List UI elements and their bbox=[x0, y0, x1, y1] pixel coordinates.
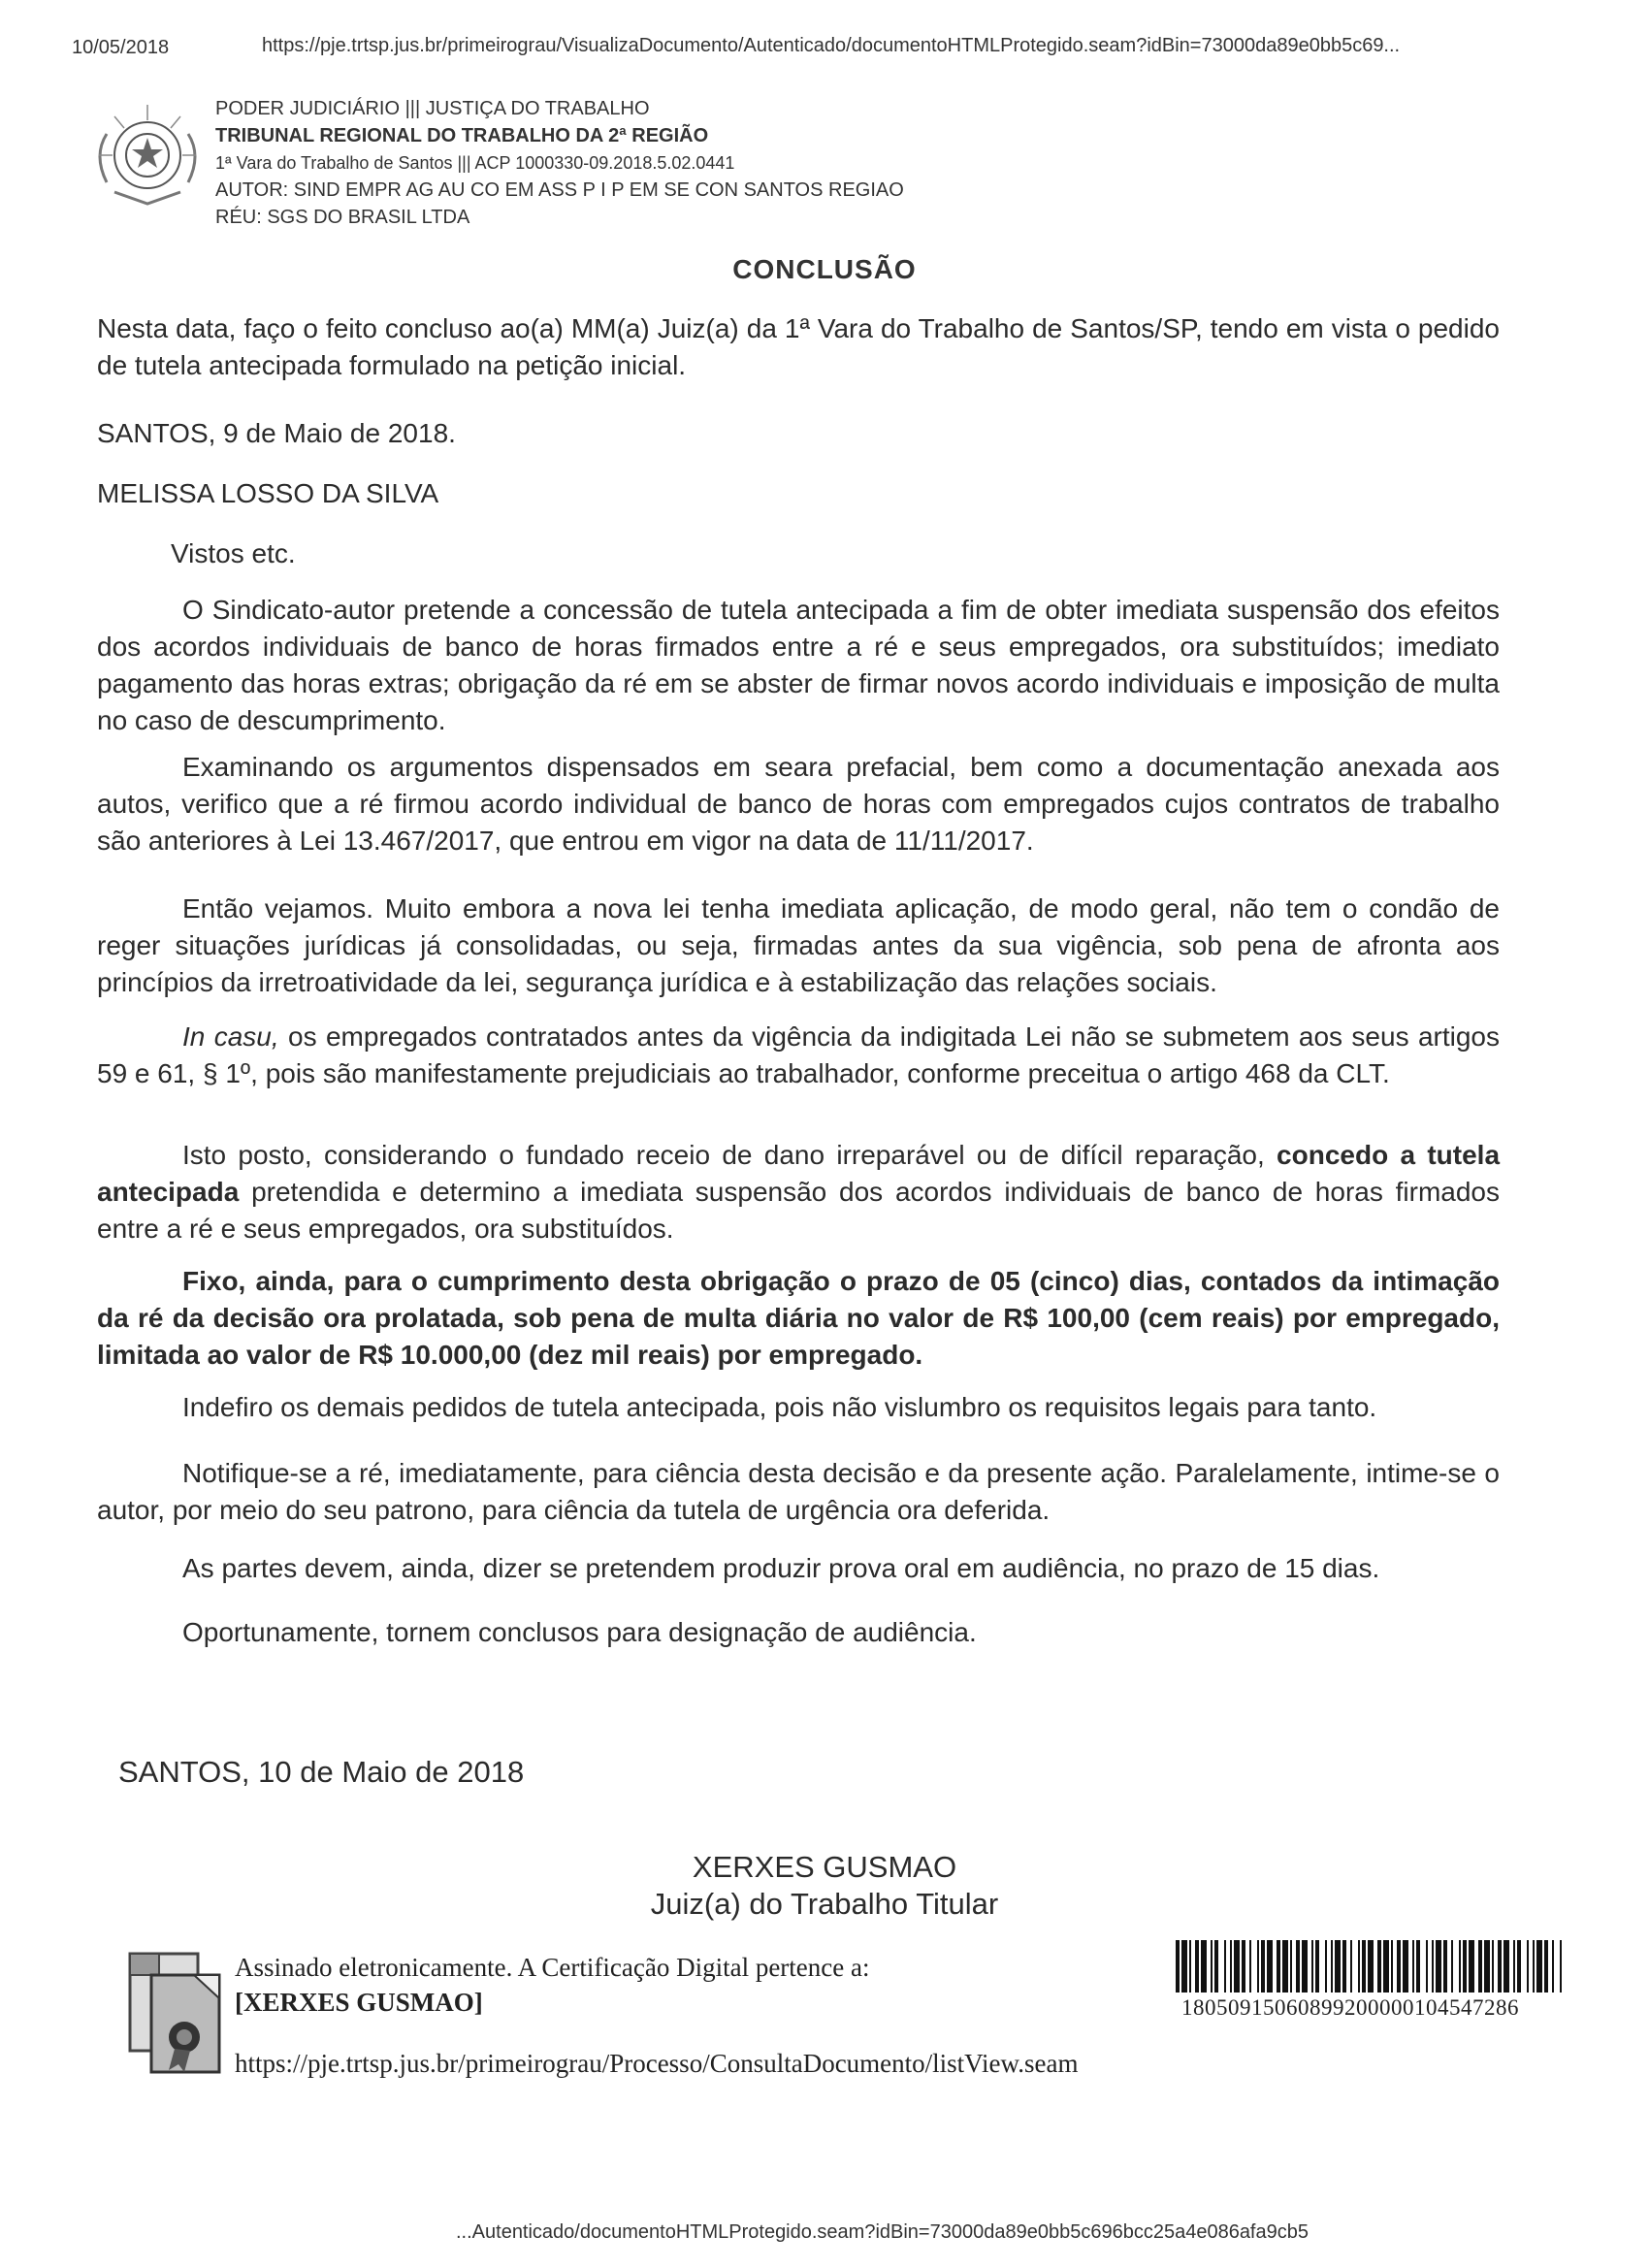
print-date: 10/05/2018 bbox=[72, 37, 170, 58]
footer-url: ...Autenticado/documentoHTMLProtegido.seam?idBin=73000da89e0bb5c696bcc25a4e086afa9cb5 bbox=[456, 2221, 1309, 2243]
decision-opening: Vistos etc. bbox=[171, 538, 296, 568]
judge-name: XERXES GUSMAO bbox=[692, 1850, 957, 1884]
conclusion-text: Nesta data, faço o feito concluso ao(a) MM(a) Juiz(a) da 1ª Vara do Trabalho de Santos/SP, tendo em vista o pedido de tutela antecipada formulado na petição inicial. bbox=[97, 313, 1500, 380]
certificate-url: https://pje.trtsp.jus.br/primeirograu/Processo/ConsultaDocumento/listView.seam bbox=[235, 2049, 1079, 2078]
decision-paragraph-10: Oportunamente, tornem conclusos para designação de audiência. bbox=[182, 1617, 977, 1647]
coat-of-arms-icon bbox=[85, 95, 210, 219]
grant-injunction-bold: concedo a tutela antecipada bbox=[97, 1140, 1501, 1207]
court-line-5: RÉU: SGS DO BRASIL LTDA bbox=[215, 207, 470, 228]
certificate-line-1: Assinado eletronicamente. A Certificação Digital pertence a: bbox=[235, 1953, 870, 1982]
court-line-3: 1ª Vara do Trabalho de Santos ||| ACP 1000330-09.2018.5.02.0441 bbox=[215, 153, 735, 173]
court-header bbox=[215, 95, 904, 231]
barcode-number: 18050915060899200000104547286 bbox=[1181, 1995, 1519, 2020]
decision-paragraph-2: Examinando os argumentos dispensados em seara prefacial, bem como a documentação anexada aos autos, verifico que a ré firmou acordo individual de banco de horas com empregados cujos contratos de trabalho são anteriores à Lei 13.467/2017, que entrou em vigor na data de 11/11/2017. bbox=[97, 752, 1500, 856]
decision-paragraph-7: Indefiro os demais pedidos de tutela antecipada, pois não vislumbro os requisitos legais para tanto. bbox=[182, 1392, 1377, 1422]
decision-paragraph-5 bbox=[97, 1137, 1500, 1247]
court-line-4: AUTOR: SIND EMPR AG AU CO EM ASS P I P EM SE CON SANTOS REGIAO bbox=[215, 179, 904, 201]
in-casu-italic: In casu, bbox=[182, 1021, 279, 1052]
print-url: https://pje.trtsp.jus.br/primeirograu/VisualizaDocumento/Autenticado/documentoHTMLProtegido.seam?idBin=73000da89e0bb5c69... bbox=[262, 35, 1401, 56]
decision-paragraph-8: Notifique-se a ré, imediatamente, para ciência desta decisão e da presente ação. Paralelamente, intime-se o autor, por meio do seu patrono, para ciência da tutela de urgência ora deferida. bbox=[97, 1458, 1500, 1525]
decision-paragraph-1: O Sindicato-autor pretende a concessão de tutela antecipada a fim de obter imediata suspensão dos efeitos dos acordos individuais de banco de horas firmados entre a ré e seus empregados, ora substituídos; imediato pagamento das horas extras; obrigação da ré em se abster de firmar novos acordo individuais e imposição de multa no caso de descumprimento. bbox=[97, 595, 1500, 735]
digital-certificate-icon bbox=[126, 1950, 223, 2076]
decision-paragraph-5-end: pretendida e determino a imediata suspensão dos acordos individuais de banco de horas firmados entre a ré e seus empregados, ora substituídos. bbox=[97, 1177, 1500, 1244]
closing-place-date: SANTOS, 10 de Maio de 2018 bbox=[118, 1755, 525, 1789]
conclusion-title: CONCLUSÃO bbox=[732, 254, 917, 284]
decision-paragraph-5-start: Isto posto, considerando o fundado receio de dano irreparável ou de difícil reparação, bbox=[182, 1140, 1277, 1170]
court-line-2: TRIBUNAL REGIONAL DO TRABALHO DA 2ª REGIÃO bbox=[215, 125, 709, 146]
decision-paragraph-9: As partes devem, ainda, dizer se pretendem produzir prova oral em audiência, no prazo de 15 dias. bbox=[182, 1553, 1380, 1583]
barcode-icon bbox=[1176, 1940, 1564, 1993]
court-line-1: PODER JUDICIÁRIO ||| JUSTIÇA DO TRABALHO bbox=[215, 98, 650, 119]
certificate-signer: [XERXES GUSMAO] bbox=[235, 1988, 483, 2017]
decision-paragraph-6-fine: Fixo, ainda, para o cumprimento desta obrigação o prazo de 05 (cinco) dias, contados da intimação da ré da decisão ora prolatada, sob pena de multa diária no valor de R$ 100,00 (cem reais) por empregado, limitada ao valor de R$ 10.000,00 (dez mil reais) por empregado. bbox=[97, 1266, 1500, 1370]
decision-paragraph-3: Então vejamos. Muito embora a nova lei tenha imediata aplicação, de modo geral, não tem o condão de reger situações jurídicas já consolidadas, ou seja, firmadas antes da sua vigência, sob pena de afronta aos princípios da irretroatividade da lei, segurança jurídica e à estabilização das relações sociais. bbox=[97, 893, 1500, 997]
conclusion-place-date: SANTOS, 9 de Maio de 2018. bbox=[97, 418, 456, 448]
decision-paragraph-4 bbox=[97, 1019, 1500, 1092]
decision-paragraph-4-rest: os empregados contratados antes da vigência da indigitada Lei não se submetem aos seus artigos 59 e 61, § 1º, pois são manifestamente prejudiciais ao trabalhador, conforme preceitua o artigo 468 da CLT. bbox=[97, 1021, 1500, 1088]
clerk-name: MELISSA LOSSO DA SILVA bbox=[97, 478, 439, 508]
judge-title: Juiz(a) do Trabalho Titular bbox=[650, 1887, 999, 1921]
certificate-text bbox=[235, 1950, 870, 2020]
